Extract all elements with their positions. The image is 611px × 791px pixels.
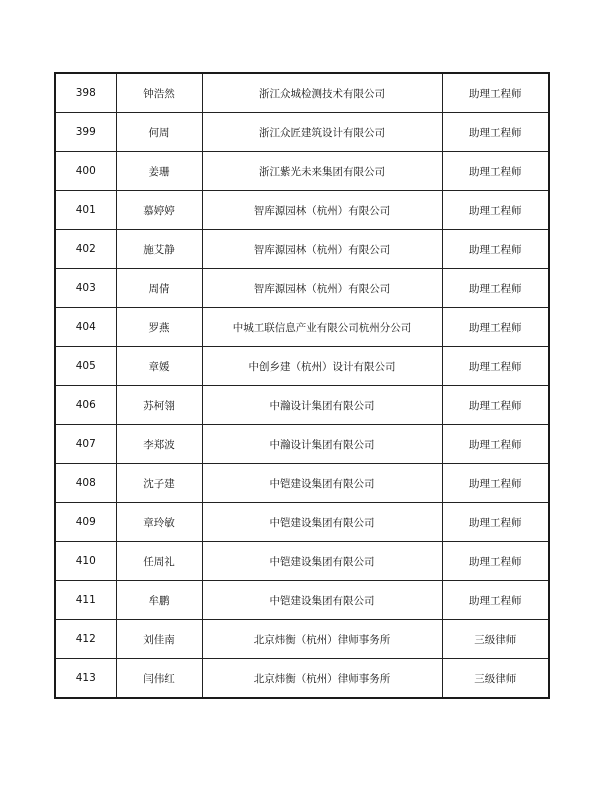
table-row — [55, 308, 549, 347]
person-name: 何周 — [116, 113, 202, 152]
job-title: 助理工程师 — [442, 464, 549, 503]
roster-table — [54, 72, 550, 699]
job-title: 助理工程师 — [442, 191, 549, 230]
organization: 北京炜衡（杭州）律师事务所 — [202, 659, 442, 699]
row-number: 408 — [55, 464, 116, 503]
job-title: 助理工程师 — [442, 386, 549, 425]
job-title: 助理工程师 — [442, 425, 549, 464]
person-name: 苏柯翎 — [116, 386, 202, 425]
person-name: 沈子建 — [116, 464, 202, 503]
person-name: 施艾静 — [116, 230, 202, 269]
organization: 浙江紫光未来集团有限公司 — [202, 152, 442, 191]
document-page — [54, 72, 548, 699]
row-number: 407 — [55, 425, 116, 464]
organization: 中瀚设计集团有限公司 — [202, 386, 442, 425]
table-row — [55, 542, 549, 581]
row-number: 400 — [55, 152, 116, 191]
organization: 浙江众城检测技术有限公司 — [202, 73, 442, 113]
job-title: 助理工程师 — [442, 581, 549, 620]
job-title: 助理工程师 — [442, 230, 549, 269]
row-number: 399 — [55, 113, 116, 152]
person-name: 周倩 — [116, 269, 202, 308]
person-name: 姜珊 — [116, 152, 202, 191]
job-title: 助理工程师 — [442, 308, 549, 347]
organization: 中瀚设计集团有限公司 — [202, 425, 442, 464]
job-title: 助理工程师 — [442, 113, 549, 152]
job-title: 助理工程师 — [442, 73, 549, 113]
job-title: 助理工程师 — [442, 269, 549, 308]
organization: 智库源园林（杭州）有限公司 — [202, 191, 442, 230]
table-row — [55, 269, 549, 308]
row-number: 401 — [55, 191, 116, 230]
organization: 中创乡建（杭州）设计有限公司 — [202, 347, 442, 386]
table-row — [55, 425, 549, 464]
organization: 中铠建设集团有限公司 — [202, 542, 442, 581]
table-row — [55, 191, 549, 230]
organization: 浙江众匠建筑设计有限公司 — [202, 113, 442, 152]
table-row — [55, 620, 549, 659]
organization: 中城工联信息产业有限公司杭州分公司 — [202, 308, 442, 347]
person-name: 章玲敏 — [116, 503, 202, 542]
job-title: 助理工程师 — [442, 503, 549, 542]
table-row — [55, 503, 549, 542]
person-name: 罗燕 — [116, 308, 202, 347]
table-row — [55, 73, 549, 113]
table-row — [55, 113, 549, 152]
person-name: 钟浩然 — [116, 73, 202, 113]
organization: 中铠建设集团有限公司 — [202, 464, 442, 503]
person-name: 闫伟红 — [116, 659, 202, 699]
table-row — [55, 152, 549, 191]
table-row — [55, 386, 549, 425]
table-row — [55, 230, 549, 269]
person-name: 牟鹏 — [116, 581, 202, 620]
organization: 中铠建设集团有限公司 — [202, 503, 442, 542]
row-number: 398 — [55, 73, 116, 113]
job-title: 助理工程师 — [442, 542, 549, 581]
row-number: 413 — [55, 659, 116, 699]
job-title: 助理工程师 — [442, 347, 549, 386]
row-number: 404 — [55, 308, 116, 347]
job-title: 三级律师 — [442, 620, 549, 659]
organization: 北京炜衡（杭州）律师事务所 — [202, 620, 442, 659]
organization: 中铠建设集团有限公司 — [202, 581, 442, 620]
person-name: 任周礼 — [116, 542, 202, 581]
table-row — [55, 581, 549, 620]
table-row — [55, 464, 549, 503]
row-number: 405 — [55, 347, 116, 386]
row-number: 410 — [55, 542, 116, 581]
table-row — [55, 347, 549, 386]
row-number: 411 — [55, 581, 116, 620]
job-title: 助理工程师 — [442, 152, 549, 191]
row-number: 406 — [55, 386, 116, 425]
row-number: 402 — [55, 230, 116, 269]
organization: 智库源园林（杭州）有限公司 — [202, 269, 442, 308]
person-name: 章媛 — [116, 347, 202, 386]
row-number: 412 — [55, 620, 116, 659]
person-name: 刘佳南 — [116, 620, 202, 659]
person-name: 李郑波 — [116, 425, 202, 464]
row-number: 409 — [55, 503, 116, 542]
person-name: 慕婷婷 — [116, 191, 202, 230]
organization: 智库源园林（杭州）有限公司 — [202, 230, 442, 269]
table-row — [55, 659, 549, 699]
row-number: 403 — [55, 269, 116, 308]
job-title: 三级律师 — [442, 659, 549, 699]
